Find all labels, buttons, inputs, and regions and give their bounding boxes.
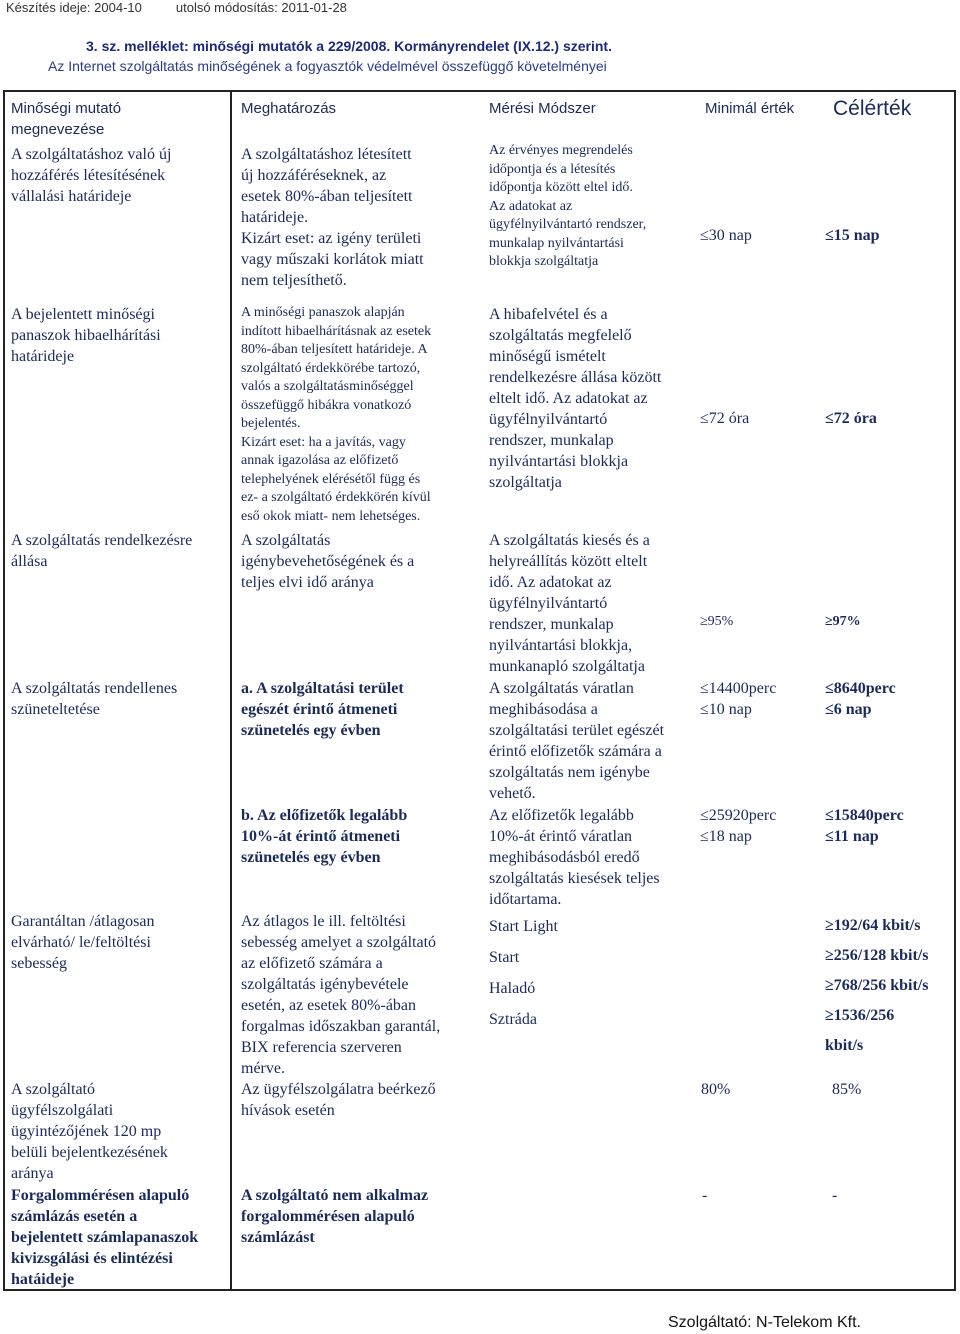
text-line: Sztráda: [489, 1011, 537, 1028]
header-target: Célérték: [833, 97, 912, 120]
text-line: Forgalommérésen alapuló: [11, 1187, 190, 1204]
text-line: ügyfélszolgálati: [11, 1102, 114, 1119]
text-line: A szolgáltatás váratlan: [489, 680, 634, 697]
row1-indicator: [11, 144, 171, 207]
text-line: határideje.: [241, 209, 309, 226]
row4a-method: [489, 678, 664, 804]
text-line: nyilvántartási blokkja: [489, 453, 629, 470]
text-line: sebesség: [11, 955, 67, 972]
created-date: Készítés ideje: 2004-10: [6, 0, 142, 15]
row4a-minimum: [700, 678, 776, 720]
text-line: telephelyének elérésétől függ és: [241, 471, 421, 487]
row2-method: [489, 304, 661, 493]
row3-minimum: [700, 613, 733, 632]
text-line: A hibafelvétel és a: [489, 306, 608, 323]
text-line: szolgáltatja: [489, 474, 562, 491]
text-line: számlázás esetén a: [11, 1208, 138, 1225]
text-line: ≤11 nap: [825, 828, 879, 845]
text-line: szolgáltatási terület egészét: [489, 722, 665, 739]
row6-minimum: [701, 1079, 730, 1100]
row1-minimum: [700, 225, 752, 246]
text-line: egészét érintő átmeneti: [241, 701, 398, 718]
text-line: 10%-át érintő váratlan: [489, 828, 633, 845]
text-line: határideje: [11, 348, 75, 365]
text-line: ügyintézőjének 120 mp: [11, 1123, 162, 1140]
header-definition: Meghatározás: [241, 100, 337, 117]
row4a-definition: [241, 678, 404, 741]
text-line: időtartama.: [489, 891, 562, 908]
row4b-minimum: [700, 805, 776, 847]
text-line: elvárható/ le/feltöltési: [11, 934, 151, 951]
text-line: bejelentett számlapanaszok: [11, 1229, 199, 1246]
text-line: sebesség amelyet a szolgáltató: [241, 934, 437, 951]
text-line: ≤18 nap: [700, 828, 752, 845]
text-line: -: [832, 1187, 838, 1204]
text-line: bejelentés.: [241, 416, 301, 431]
text-line: annak igazolása az előfizető: [241, 453, 399, 468]
text-line: ≥1536/256: [825, 1007, 895, 1024]
text-line: időpontja és a létesítés: [489, 161, 616, 177]
text-line: A szolgáltató: [11, 1081, 95, 1098]
text-line: szünetelés egy évben: [241, 849, 381, 866]
text-line: Az előfizetők legalább: [489, 807, 634, 824]
modified-date: utolsó módosítás: 2011-01-28: [175, 0, 347, 15]
row7-minimum: [702, 1185, 707, 1206]
text-line: ≤25920perc: [700, 807, 777, 824]
text-line: b. Az előfizetők legalább: [241, 807, 408, 824]
row6-indicator: [11, 1079, 168, 1184]
text-line: mérve.: [241, 1060, 285, 1077]
row2-target: [825, 408, 877, 429]
text-line: A szolgáltató nem alkalmaz: [241, 1187, 429, 1204]
row1-method: [489, 142, 646, 272]
text-line: A szolgáltatáshoz létesített: [241, 146, 412, 163]
text-line: esetek 80%-ában teljesített: [241, 188, 413, 205]
text-line: Az ügyfélszolgálatra beérkező: [241, 1081, 436, 1098]
row4b-definition: [241, 805, 407, 868]
text-line: Az érvényes megrendelés: [489, 143, 633, 158]
row2-definition: [241, 304, 431, 526]
row7-indicator: [11, 1185, 198, 1290]
text-line: A bejelentett minőségi: [11, 306, 155, 323]
text-line: ≥97%: [825, 614, 861, 629]
text-line: Az adatokat az: [489, 198, 573, 214]
text-line: ≥95%: [700, 614, 734, 629]
row1-definition: [241, 144, 424, 291]
row5-definition: [241, 911, 440, 1079]
row5-indicator: [11, 911, 155, 974]
text-line: vehető.: [489, 785, 536, 802]
text-line: A minőségi panaszok alapján: [241, 305, 405, 320]
text-line: munkanapló szolgáltatja: [489, 658, 645, 675]
text-line: ≤72 óra: [825, 410, 877, 427]
text-line: szüneteltetése: [11, 701, 100, 718]
row4b-method: [489, 805, 660, 910]
text-line: ≥256/128 kbit/s: [825, 947, 929, 964]
text-line: ügyfélnyilvántartó rendszer,: [489, 217, 647, 232]
text-line: szolgáltatás nem igénybe: [489, 764, 650, 781]
text-line: ≤72 óra: [700, 410, 750, 427]
text-line: vállalási határideje: [11, 188, 132, 205]
text-line: forgalommérésen alapuló: [241, 1208, 415, 1225]
text-line: szolgáltatás megfelelő: [489, 327, 632, 344]
text-line: A szolgáltatás kiesés és a: [489, 532, 650, 549]
row3-method: [489, 530, 650, 677]
column-divider: [230, 90, 232, 1291]
provider-footer: Szolgáltató: N-Telekom Kft.: [668, 1314, 861, 1331]
text-line: idő. Az adatokat az: [489, 574, 612, 591]
text-line: nem teljesíthető.: [241, 272, 347, 289]
text-line: meghibásodása a: [489, 701, 598, 718]
header-method: Mérési Módszer: [489, 100, 596, 117]
text-line: szolgáltatás igénybevétele: [241, 976, 409, 993]
document-meta: [6, 0, 381, 15]
text-line: eső okok miatt- nem lehetséges.: [241, 508, 421, 524]
text-line: belüli bejelentkezésének: [11, 1144, 168, 1161]
text-line: hozzáférés létesítésének: [11, 167, 166, 184]
text-line: Haladó: [489, 980, 536, 997]
text-line: 85%: [832, 1081, 862, 1098]
text-line: ≤8640perc: [825, 680, 896, 697]
text-line: ≥192/64 kbit/s: [825, 917, 921, 934]
text-line: hatáideje: [11, 1271, 75, 1288]
text-line: minőségű ismételt: [489, 348, 606, 365]
text-line: hívások esetén: [241, 1102, 335, 1119]
text-line: ≤6 nap: [825, 701, 872, 718]
text-line: számlázást: [241, 1229, 315, 1246]
text-line: szünetelés egy évben: [241, 722, 381, 739]
text-line: valós a szolgáltatásminőséggel: [241, 379, 414, 394]
text-line: kbit/s: [825, 1037, 864, 1054]
text-line: állása: [11, 553, 48, 570]
text-line: szolgáltatás kiesések teljes: [489, 870, 660, 887]
row4a-target: [825, 678, 896, 720]
text-line: Start: [489, 949, 520, 966]
text-line: eltelt idő. Az adatokat az: [489, 390, 648, 407]
row1-target: [825, 225, 880, 246]
text-line: rendelkezésre állása között: [489, 369, 662, 386]
text-line: ügyfélnyilvántartó: [489, 411, 608, 428]
text-line: forgalmas időszakban garantál,: [241, 1018, 441, 1035]
row4b-target: [825, 805, 904, 847]
header-indicator: Minőségi mutató megnevezése: [11, 100, 122, 138]
text-line: a. A szolgáltatási terület: [241, 680, 404, 697]
text-line: blokkja szolgáltatja: [489, 254, 599, 269]
text-line: ≤30 nap: [700, 227, 752, 244]
header-minimum: Minimál érték: [705, 100, 795, 117]
text-line: meghibásodásból eredő: [489, 849, 640, 866]
text-line: ≤14400perc: [700, 680, 777, 697]
text-line: A szolgáltatás rendellenes: [11, 680, 178, 697]
text-line: az előfizető számára a: [241, 955, 383, 972]
text-line: Start Light: [489, 918, 558, 935]
text-line: időpontja között eltel idő.: [489, 180, 633, 195]
text-line: Kizárt eset: ha a javítás, vagy: [241, 434, 406, 450]
text-line: 80%-ában teljesített határideje. A: [241, 342, 428, 357]
text-line: 10%-át érintő átmeneti: [241, 828, 401, 845]
row3-definition: [241, 530, 414, 593]
row7-target: [832, 1185, 837, 1206]
text-line: munkalap nyilvántartási: [489, 235, 624, 251]
row2-indicator: [11, 304, 161, 367]
row5-target: [825, 911, 928, 1061]
text-line: ügyfélnyilvántartó: [489, 595, 608, 612]
row6-definition: [241, 1079, 436, 1121]
text-line: 80%: [701, 1081, 731, 1098]
text-line: szolgáltató érdekkörébe tartozó,: [241, 360, 421, 376]
row3-target: [825, 613, 861, 632]
text-line: ez- a szolgáltató érdekkörén kívül: [241, 490, 431, 505]
row4-indicator: [11, 678, 177, 720]
text-line: A szolgáltatás: [241, 532, 331, 549]
text-line: ≥768/256 kbit/s: [825, 977, 929, 994]
text-line: Garantáltan /átlagosan: [11, 913, 155, 930]
text-line: A szolgáltatás rendelkezésre: [11, 532, 193, 549]
text-line: ≤15 nap: [825, 227, 880, 244]
text-line: igénybevehetőségének és a: [241, 553, 415, 570]
annex-title: 3. sz. melléklet: minőségi mutatók a 229/2008. Kormányrendelet (IX.12.) szerint.: [86, 38, 612, 54]
text-line: panaszok hibaelhárítási: [11, 327, 161, 344]
text-line: BIX referencia szerveren: [241, 1039, 402, 1056]
text-line: indított hibaelhárításnak az esetek: [241, 323, 432, 339]
row6-target: [832, 1079, 861, 1100]
text-line: Kizárt eset: az igény területi: [241, 230, 422, 247]
row5-packages: [489, 911, 558, 1035]
text-line: új hozzáféréseknek, az: [241, 167, 387, 184]
text-line: kivizsgálási és elintézési: [11, 1250, 173, 1267]
annex-subtitle: Az Internet szolgáltatás minőségének a fogyasztók védelmével összefüggő követelményei: [48, 58, 607, 74]
text-line: nyilvántartási blokkja,: [489, 637, 633, 654]
text-line: esetén, az esetek 80%-ában: [241, 997, 417, 1014]
text-line: érintő előfizetők számára a: [489, 743, 662, 760]
text-line: ≤15840perc: [825, 807, 904, 824]
text-line: rendszer, munkalap: [489, 432, 614, 449]
text-line: teljes elvi idő aránya: [241, 574, 374, 591]
text-line: Az átlagos le ill. feltöltési: [241, 913, 406, 930]
text-line: összefüggő hibákra vonatkozó: [241, 397, 412, 413]
text-line: ≤10 nap: [700, 701, 752, 718]
text-line: aránya: [11, 1165, 54, 1182]
text-line: -: [702, 1187, 708, 1204]
text-line: rendszer, munkalap: [489, 616, 614, 633]
row7-definition: [241, 1185, 428, 1248]
text-line: A szolgáltatáshoz való új: [11, 146, 172, 163]
row2-minimum: [700, 408, 749, 429]
text-line: helyreállítás között eltelt: [489, 553, 648, 570]
row3-indicator: [11, 530, 192, 572]
text-line: vagy műszaki korlátok miatt: [241, 251, 424, 268]
